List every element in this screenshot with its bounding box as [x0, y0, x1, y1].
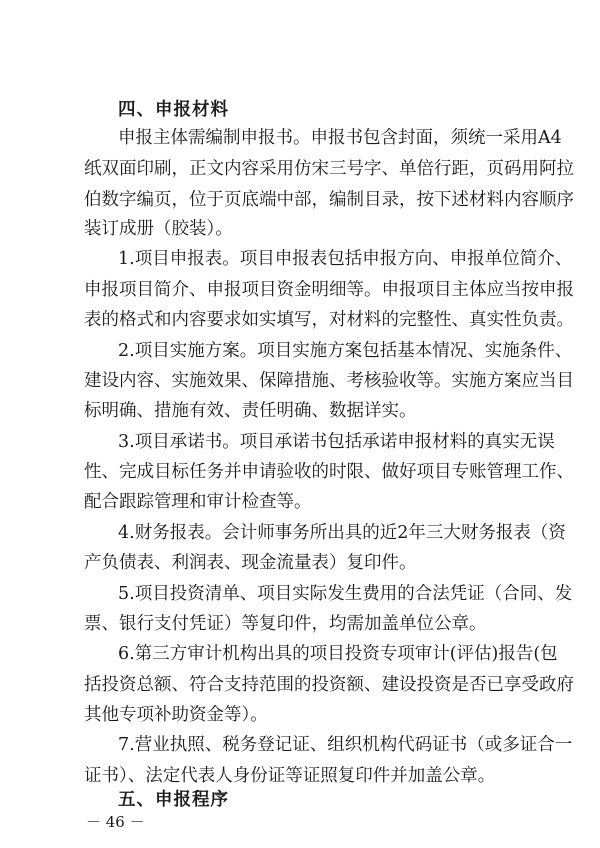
section-heading-application-materials: 四、申报材料: [118, 100, 229, 120]
paragraph-line: 5.项目投资清单、项目实际发生费用的合法凭证（合同、发: [118, 584, 573, 604]
paragraph-line: 证书）、法定代表人身份证等证照复印件并加盖公章。: [84, 766, 496, 786]
paragraph-line: 3.项目承诺书。项目承诺书包括承诺申报材料的真实无误: [118, 432, 555, 452]
paragraph-line: 4.财务报表。会计师事务所出具的近2年三大财务报表（资: [118, 523, 566, 543]
paragraph-line: 表的格式和内容要求如实填写，对材料的完整性、真实性负责。: [84, 310, 574, 330]
paragraph-line: 其他专项补助资金等）。: [84, 705, 268, 725]
paragraph-line: 括投资总额、符合支持范围的投资额、建设投资是否已享受政府: [84, 675, 574, 695]
page-number: － 46 －: [86, 813, 145, 831]
paragraph-line: 申报主体需编制申报书。申报书包含封面，须统一采用A4: [118, 128, 562, 148]
paragraph-line: 6.第三方审计机构出具的项目投资专项审计(评估)报告(包: [118, 644, 558, 664]
section-heading-application-procedure: 五、申报程序: [118, 790, 229, 810]
paragraph-line: 1.项目申报表。项目申报表包括申报方向、申报单位简介、: [118, 249, 573, 269]
paragraph-line: 票、银行支付凭证）等复印件，均需加盖单位公章。: [84, 614, 487, 634]
paragraph-line: 装订成册（胶装）。: [84, 219, 233, 239]
paragraph-line: 申报项目简介、申报项目资金明细等。申报项目主体应当按申报: [84, 280, 574, 300]
paragraph-line: 伯数字编页，位于页底端中部，编制目录，按下述材料内容顺序: [84, 190, 574, 210]
paragraph-line: 纸双面印刷，正文内容采用仿宋三号字、单倍行距，页码用阿拉: [84, 159, 574, 179]
paragraph-line: 标明确、措施有效、责任明确、数据详实。: [84, 401, 417, 421]
paragraph-line: 性、完成目标任务并申请验收的时限、做好项目专账管理工作、: [84, 462, 574, 482]
paragraph-line: 产负债表、利润表、现金流量表）复印件。: [84, 553, 417, 573]
paragraph-line: 7.营业执照、税务登记证、组织机构代码证书（或多证合一: [118, 735, 573, 755]
paragraph-line: 建设内容、实施效果、保障措施、考核验收等。实施方案应当目: [84, 371, 574, 391]
paragraph-line: 配合跟踪管理和审计检查等。: [84, 492, 312, 512]
paragraph-line: 2.项目实施方案。项目实施方案包括基本情况、实施条件、: [118, 341, 573, 361]
